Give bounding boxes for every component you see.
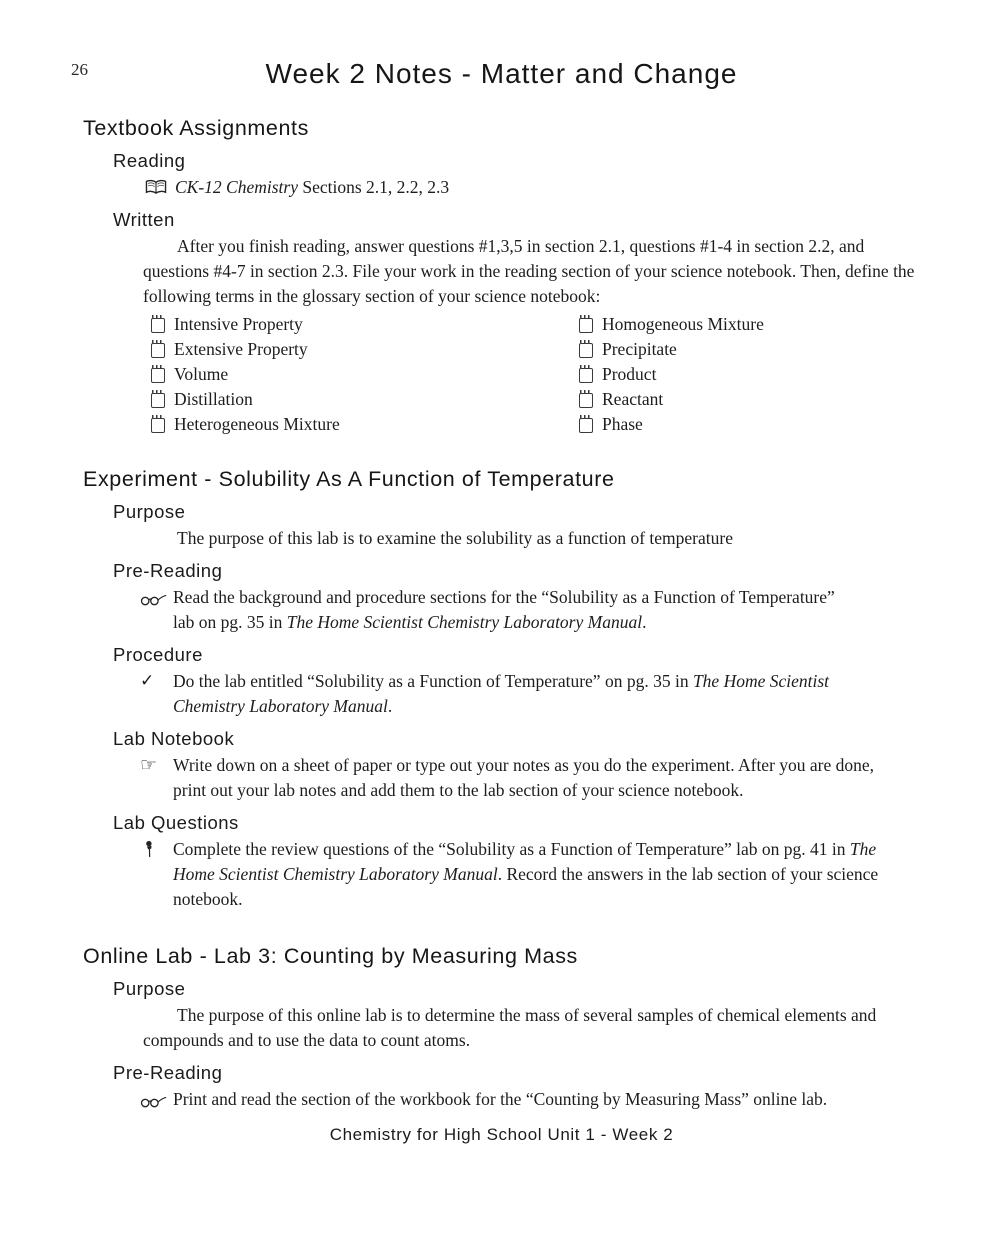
term-item	[579, 337, 920, 362]
term-label: Phase	[602, 414, 643, 434]
online-pre-reading-text: Print and read the section of the workbook for the “Counting by Measuring Mass” online lab.	[173, 1089, 828, 1109]
lab-questions-text	[173, 837, 891, 912]
term-label: Product	[602, 364, 657, 384]
pre-reading-text	[173, 585, 845, 635]
section-online-lab	[83, 944, 920, 1112]
lab-notebook-item	[140, 753, 920, 803]
text-run: . Record the answers in the lab section of your science notebook.	[173, 864, 879, 909]
term-item	[151, 312, 579, 337]
page-title: Week 2 Notes - Matter and Change	[265, 58, 738, 89]
term-item	[579, 387, 920, 412]
section-textbook-assignments	[83, 116, 920, 437]
eyeglasses-icon	[140, 585, 173, 606]
page-number: 26	[71, 60, 88, 79]
eyeglasses-icon	[140, 1087, 173, 1108]
term-item	[579, 362, 920, 387]
manual-title: The Home Scientist Chemistry Laboratory Manual	[286, 612, 643, 632]
term-label: Extensive Property	[174, 339, 308, 359]
term-label: Reactant	[602, 389, 664, 409]
text-run: .	[387, 696, 393, 716]
note-checkbox-icon	[579, 343, 593, 358]
checkmark-icon: ✓	[140, 671, 155, 691]
book-title: CK-12 Chemistry	[175, 177, 298, 197]
subheading-pre-reading: Pre-Reading	[113, 560, 223, 581]
term-label: Precipitate	[602, 339, 677, 359]
note-checkbox-icon	[579, 393, 593, 408]
term-item	[579, 312, 920, 337]
text-run: .	[642, 612, 647, 632]
text-run: Complete the review questions of the “Solubility as a Function of Temperature” lab on pg. 41 in	[173, 839, 850, 859]
subheading-lab-notebook: Lab Notebook	[113, 728, 235, 749]
term-label: Heterogeneous Mixture	[174, 414, 340, 434]
pre-reading-item	[140, 585, 920, 635]
subheading-lab-questions: Lab Questions	[113, 812, 239, 833]
book-sections: Sections 2.1, 2.2, 2.3	[298, 177, 450, 197]
subheading-pre-reading: Pre-Reading	[113, 1062, 223, 1083]
text-run: Do the lab entitled “Solubility as a Function of Temperature” on pg. 35 in	[173, 671, 693, 691]
subheading-procedure: Procedure	[113, 644, 203, 665]
text-run: Read the background and procedure sections for the “Solubility as a Function of Temperature” lab on pg. 35 in	[173, 587, 835, 632]
term-item	[151, 362, 579, 387]
note-checkbox-icon	[579, 368, 593, 383]
subheading-purpose: Purpose	[113, 978, 186, 999]
reading-item-text	[175, 175, 449, 200]
term-item	[151, 337, 579, 362]
pushpin-icon	[140, 837, 173, 866]
terms-list	[151, 312, 920, 437]
note-checkbox-icon	[151, 318, 165, 333]
experiment-purpose-text: The purpose of this lab is to examine the solubility as a function of temperature	[177, 528, 733, 548]
procedure-item	[140, 669, 920, 719]
online-pre-reading-item	[140, 1087, 920, 1112]
note-checkbox-icon	[151, 368, 165, 383]
subheading-purpose: Purpose	[113, 501, 186, 522]
manual-title: The Home Scientist Chemistry Laboratory Manual	[173, 671, 830, 716]
note-checkbox-icon	[151, 418, 165, 433]
lab-notebook-text: Write down on a sheet of paper or type out your notes as you do the experiment. After you are done, print out your lab notes and add them to the lab section of your science notebook.	[173, 755, 875, 800]
term-item	[151, 387, 579, 412]
section-experiment	[83, 467, 920, 912]
subheading-written: Written	[113, 209, 175, 230]
term-item	[579, 412, 920, 437]
pointing-hand-icon: ☞	[140, 754, 158, 776]
note-checkbox-icon	[151, 393, 165, 408]
open-book-icon	[145, 175, 175, 195]
note-checkbox-icon	[579, 318, 593, 333]
written-paragraph: After you finish reading, answer questions #1,3,5 in section 2.1, questions #1-4 in section 2.2, and questions #4-7 in section 2.3. File your work in the reading section of your science notebook. Then, define the following terms in the glossary section of your science notebook:	[143, 236, 915, 306]
term-item	[151, 412, 579, 437]
manual-title: The Home Scientist Chemistry Laboratory Manual	[173, 839, 877, 884]
lab-questions-item	[140, 837, 920, 912]
section-heading: Experiment - Solubility As A Function of Temperature	[83, 467, 615, 491]
terms-column-left	[151, 312, 579, 437]
term-label: Volume	[174, 364, 229, 384]
procedure-text	[173, 669, 873, 719]
online-purpose-text: The purpose of this online lab is to determine the mass of several samples of chemical elements and compounds and to use the data to count atoms.	[143, 1005, 877, 1050]
terms-column-right	[579, 312, 920, 437]
term-label: Homogeneous Mixture	[602, 314, 764, 334]
term-label: Intensive Property	[174, 314, 303, 334]
reading-item	[145, 175, 920, 200]
term-label: Distillation	[174, 389, 253, 409]
section-heading: Online Lab - Lab 3: Counting by Measuring Mass	[83, 944, 578, 968]
subheading-reading: Reading	[113, 150, 186, 171]
note-checkbox-icon	[579, 418, 593, 433]
section-heading: Textbook Assignments	[83, 116, 309, 140]
page-footer: Chemistry for High School Unit 1 - Week 2	[329, 1125, 674, 1144]
note-checkbox-icon	[151, 343, 165, 358]
